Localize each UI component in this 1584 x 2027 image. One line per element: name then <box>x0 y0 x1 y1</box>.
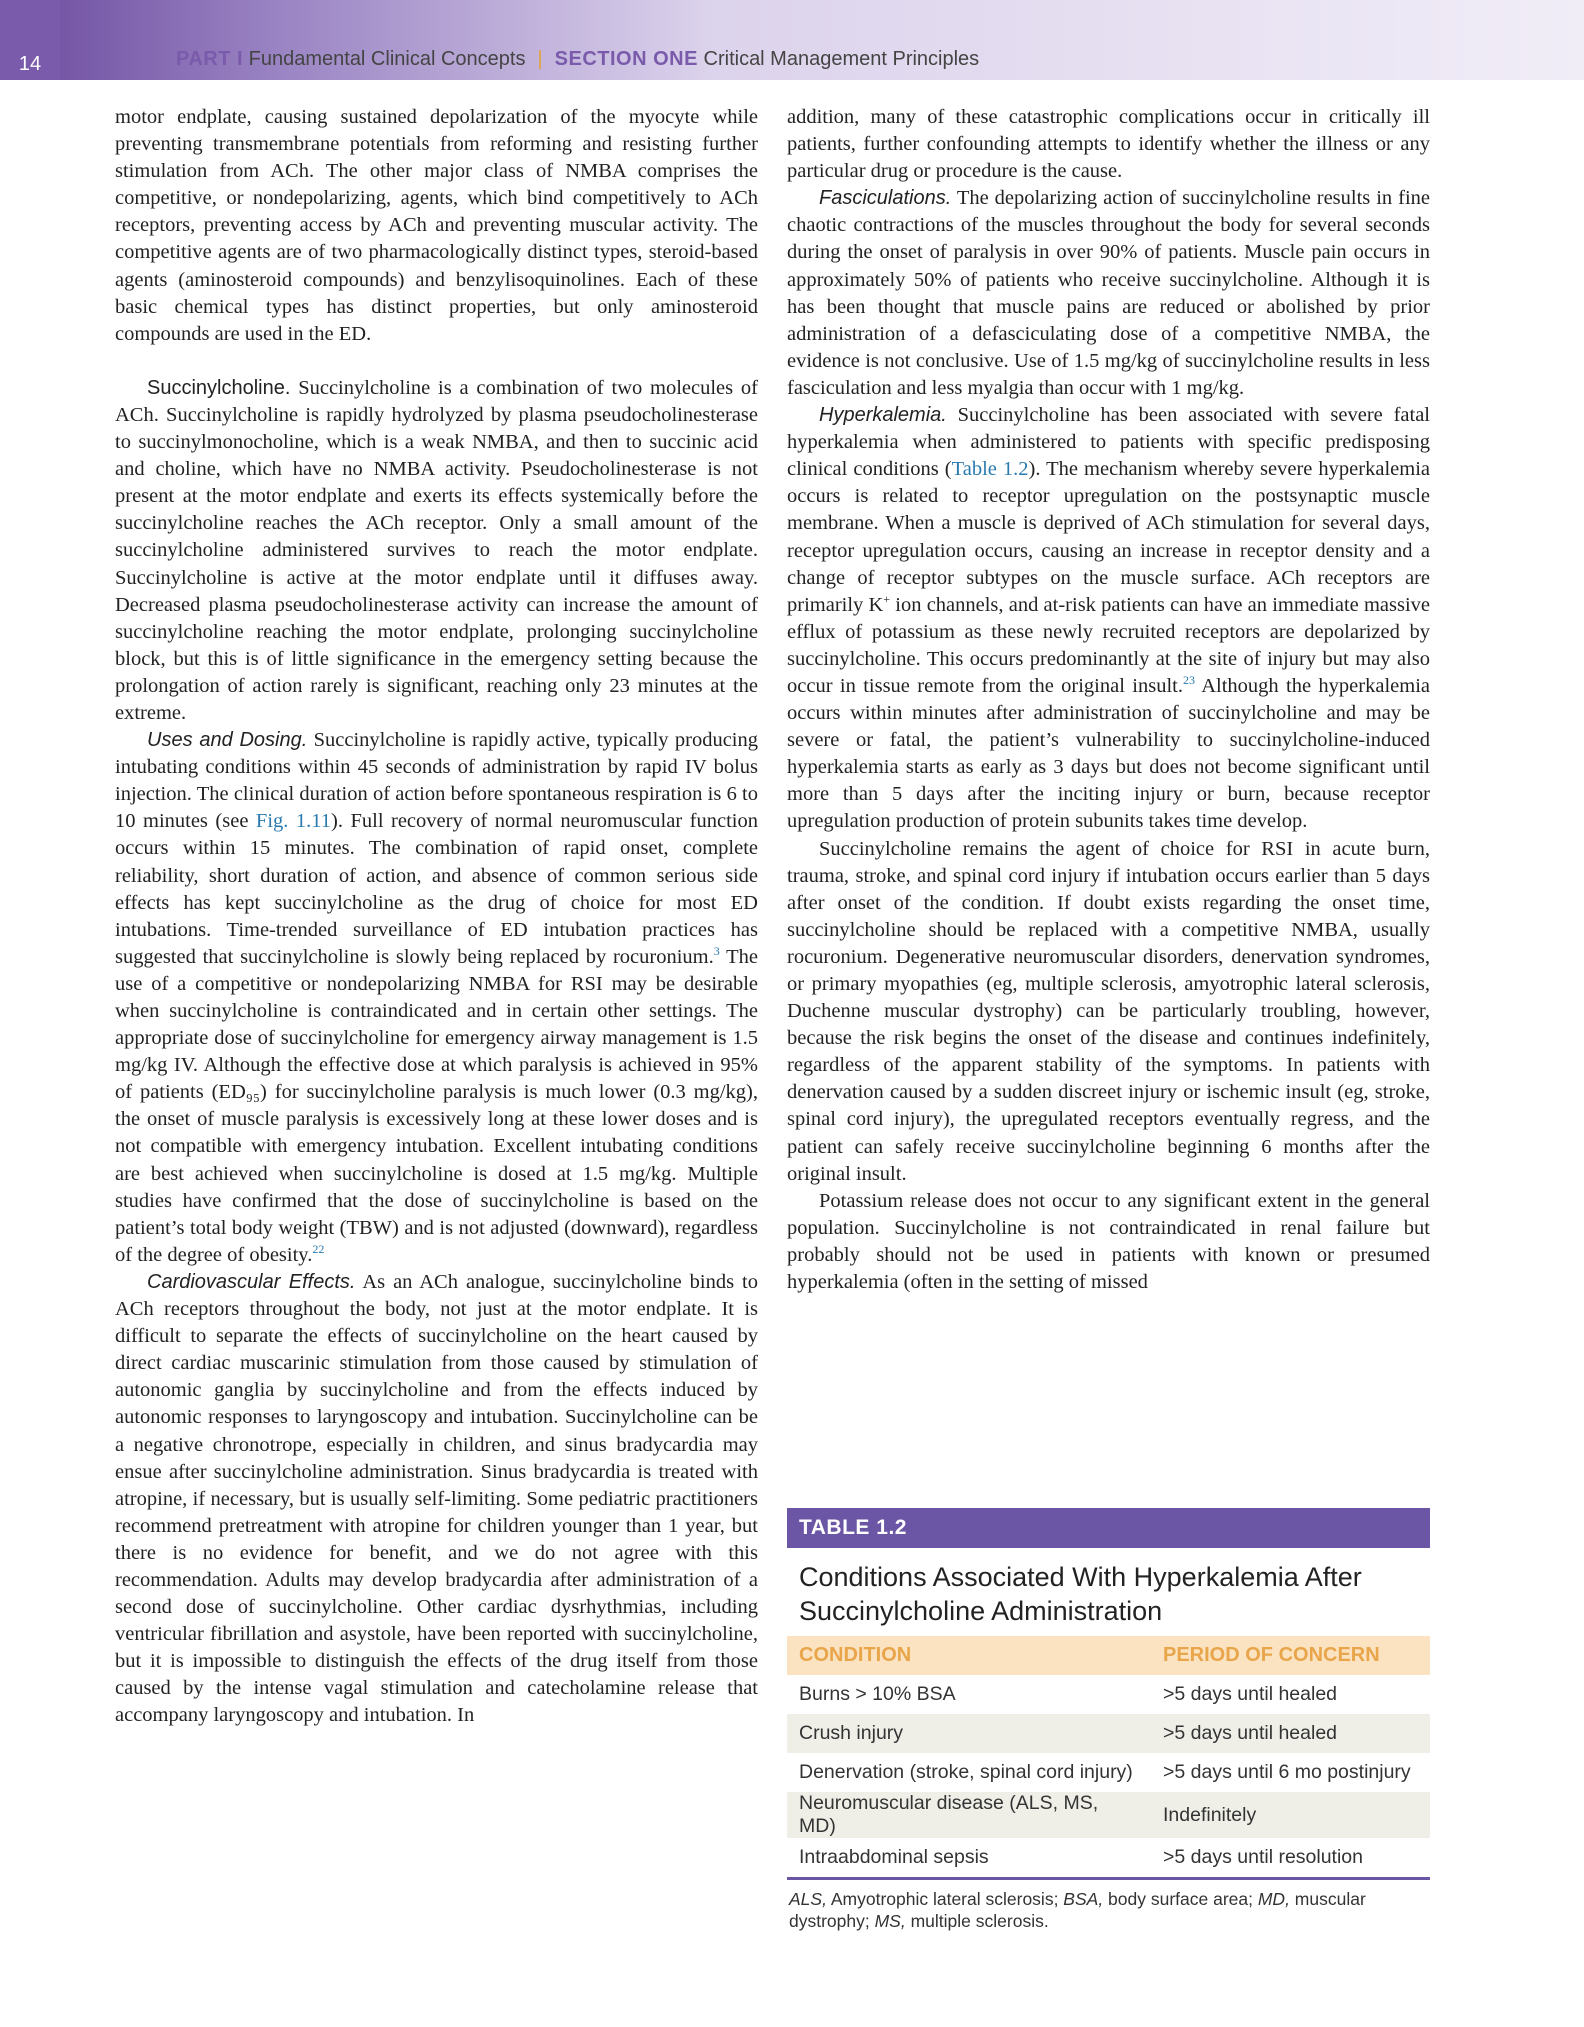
paragraph: Uses and Dosing. Succinylcholine is rapidly active, typically producing intubating conditions within 45 seconds of administration by rapid IV bolus injection. The clinical duration of action before spontaneous respiration is 6 to 10 minutes (see Fig. 1.11). Full recovery of normal neuromuscular function occurs within 15 minutes. The combination of rapid onset, complete reliability, short duration of action, and absence of common serious side effects has kept succinylcholine as the drug of choice for most ED intubations. Time-trended surveillance of ED intubation practices has suggested that succinylcholine is slowly being replaced by rocuronium.$^3$ The use of a competitive or nondepolarizing NMBA for RSI may be desirable when succinylcholine is contraindicated and in certain other settings. The appropriate dose of succinylcholine for emergency airway management is 1.5 mg/kg IV. Although the effective dose at which paralysis is achieved in 95% of patients (ED₉₅) for succinylcholine paralysis is much lower (0.3 mg/kg), the onset of muscle paralysis is excessively long at these lower doses and is not compatible with emergency intubation. Excellent intubating conditions are best achieved when succinylcholine is dosed at 1.5 mg/kg. Multiple studies have confirmed that the dose of succinylcholine is based on the patient’s total body weight (TBW) and is not adjusted (downward), regardless of the degree of obesity.$^{22}$ <box>115 729 758 1266</box>
column-header: CONDITION <box>787 1636 1151 1675</box>
figure-link[interactable]: Fig. 1.11 <box>255 810 332 833</box>
paragraph: Succinylcholine remains the agent of choice for RSI in acute burn, trauma, stroke, and spinal cord injury if intubation occurs earlier than 5 days after onset of the condition. If doubt exists regarding the onset time, succinylcholine should be replaced with a competitive NMBA, usually rocuronium. Degenerative neuromuscular disorders, denervation syndromes, or primary myopathies (eg, multiple sclerosis, amyotrophic lateral sclerosis, Duchenne muscular dystrophy) can be particularly troubling, however, because the risk begins the onset of the disease and continues indefinitely, regardless of the apparent stability of the symptoms. In patients with denervation caused by a sudden discreet injury or ischemic insult (eg, stroke, spinal cord injury), the upregulated receptors eventually regress, and the patient can safely receive succinylcholine beginning 6 months after the original insult. <box>787 837 1430 1185</box>
table-cell: Crush injury <box>787 1714 1151 1753</box>
table-row <box>787 1714 1430 1753</box>
subheading-succinylcholine: Succinylcholine. <box>147 376 291 399</box>
table-footnote: ALS, Amyotrophic lateral sclerosis; BSA, body surface area; MD, muscular dystrophy; MS, multiple sclerosis. <box>789 1889 1366 1931</box>
column-header: PERIOD OF CONCERN <box>1151 1636 1430 1675</box>
table-cell: >5 days until 6 mo postinjury <box>1163 1761 1411 1783</box>
paragraph: addition, many of these catastrophic complications occur in critically ill patients, further confounding attempts to identify whether the illness or any particular drug or procedure is the cause. <box>787 106 1430 183</box>
right-column <box>787 104 1430 1296</box>
table-row <box>787 1753 1430 1792</box>
paragraph: motor endplate, causing sustained depolarization of the myocyte while preventing transmembrane potentials from reforming and resisting further stimulation from ACh. The other major class of NMBA comprises the competitive, or nondepolarizing, agents, which bind competitively to ACh receptors, preventing access by ACh and preventing muscular activity. The competitive agents are of two pharmacologically distinct types, steroid-based agents (aminosteroid compounds) and benzylisoquinolines. Each of these basic chemical types has distinct properties, but only aminosteroid compounds are used in the ED. <box>115 106 758 345</box>
section-label: SECTION ONE <box>554 48 698 70</box>
running-header <box>176 48 979 71</box>
superscript: + <box>883 591 891 606</box>
reference-link[interactable]: 22 <box>312 1242 325 1257</box>
subheading-fasciculations: Fasciculations. <box>819 187 952 210</box>
reference-link[interactable]: 23 <box>1182 673 1195 688</box>
table-row <box>787 1675 1430 1714</box>
table-row <box>787 1838 1430 1877</box>
data-table <box>787 1636 1430 1877</box>
table-title: Conditions Associated With Hyperkalemia After Succinylcholine Administration <box>799 1562 1362 1626</box>
paragraph: Fasciculations. The depolarizing action of succinylcholine results in fine chaotic contractions of the muscles throughout the body for several seconds during the onset of paralysis in over 90% of patients. Muscle pain occurs in approximately 50% of patients who receive succinylcholine. Although it is has been thought that muscle pains are reduced or abolished by prior administration of a defasciculating dose of a competitive NMBA, the evidence is not conclusive. Use of 1.5 mg/kg of succinylcholine results in less fasciculation and less myalgia than occur with 1 mg/kg. <box>787 187 1430 399</box>
table-cell: Neuromuscular disease (ALS, MS, MD) <box>787 1792 1151 1838</box>
subheading-hyperkalemia: Hyperkalemia. <box>819 404 947 427</box>
paragraph: Potassium release does not occur to any significant extent in the general population. Succinylcholine is not contraindicated in renal failure but probably should not be used in patients with known or presumed hyperkalemia (often in the setting of missed <box>787 1189 1430 1294</box>
table-cell: Denervation (stroke, spinal cord injury) <box>799 1761 1133 1783</box>
table-cell: Burns > 10% BSA <box>799 1683 956 1705</box>
table-label: TABLE 1.2 <box>787 1508 1430 1548</box>
table-cell: Intraabdominal sepsis <box>799 1846 989 1868</box>
paragraph: Cardiovascular Effects. As an ACh analogue, succinylcholine binds to ACh receptors throughout the body, not just at the motor endplate. It is difficult to separate the effects of succinylcholine on the heart caused by direct cardiac muscarinic stimulation from those caused by stimulation of autonomic ganglia by succinylcholine and from the effects induced by autonomic responses to laryngoscopy and intubation. Succinylcholine can be a negative chronotrope, especially in children, and sinus bradycardia may ensue after succinylcholine administration. Sinus bradycardia is treated with atropine, if necessary, but is usually self-limiting. Some pediatric practitioners recommend pretreatment with atropine for children younger than 1 year, but there is no evidence for benefit, and we do not agree with this recommendation. Adults may develop bradycardia after administration of a second dose of succinylcholine. Other cardiac dysrhythmias, including ventricular fibrillation and asystole, have been reported with succinylcholine, but it is impossible to distinguish the effects of the drug itself from those caused by the intense vagal stimulation and catecholamine release that accompany laryngoscopy and intubation. In <box>115 1270 758 1727</box>
section-title: Critical Management Principles <box>703 48 980 70</box>
paragraph: Succinylcholine. Succinylcholine is a combination of two molecules of ACh. Succinylcholine is rapidly hydrolyzed by plasma pseudocholinesterase to succinylmonocholine, which is a weak NMBA, and then to succinic acid and choline, which have no NMBA activity. Pseudocholinesterase is not present at the motor endplate and exerts its effects systemically before the succinylcholine reaches the ACh receptor. Only a small amount of the succinylcholine administered survives to reach the motor endplate. Succinylcholine is active at the motor endplate until it diffuses away. Decreased plasma pseudocholinesterase activity can increase the amount of succinylcholine reaching the motor endplate, prolonging succinylcholine block, but this is of little significance in the emergency setting because the prolongation of action rarely is significant, reaching only 23 minutes at the extreme. <box>115 376 758 724</box>
table-header-row <box>787 1636 1430 1675</box>
page-number: 14 <box>0 0 60 80</box>
table-1-2 <box>787 1508 1430 1932</box>
table-cell: >5 days until resolution <box>1163 1846 1363 1868</box>
header-separator: | <box>537 48 543 70</box>
table-cell: >5 days until healed <box>1163 1683 1338 1705</box>
page-header <box>0 0 1584 80</box>
reference-link[interactable]: 3 <box>713 943 720 958</box>
part-title: Fundamental Clinical Concepts <box>248 48 526 70</box>
table-link[interactable]: Table 1.2 <box>951 458 1029 481</box>
table-cell: Indefinitely <box>1151 1792 1430 1838</box>
paragraph: Hyperkalemia. Succinylcholine has been associated with severe fatal hyperkalemia when administered to patients with specific predisposing clinical conditions (Table 1.2). The mechanism whereby severe hyperkalemia occurs is related to receptor upregulation on the postsynaptic muscle membrane. When a muscle is deprived of ACh stimulation for several days, receptor upregulation occurs, causing an increase in receptor density and a change of receptor subtypes on the muscle surface. ACh receptors are primarily K+ ion channels, and at-risk patients can have an immediate massive efflux of potassium as these newly recruited receptors are depolarized by succinylcholine. This occurs predominantly at the site of injury but may also occur in tissue remote from the original insult.$^{23}$ Although the hyperkalemia occurs within minutes after administration of succinylcholine and may be severe or fatal, the patient’s vulnerability to succinylcholine-induced hyperkalemia starts as early as 3 days but does not become significant until more than 5 days after the inciting injury or burn, because receptor upregulation production of protein subunits takes time develop. <box>787 404 1430 833</box>
left-column <box>115 104 758 1730</box>
table-cell: >5 days until healed <box>1151 1714 1430 1753</box>
subheading-uses-dosing: Uses and Dosing. <box>147 729 308 752</box>
part-label: PART I <box>176 48 244 70</box>
table-row <box>787 1792 1430 1838</box>
subheading-cardiovascular: Cardiovascular Effects. <box>147 1270 356 1293</box>
